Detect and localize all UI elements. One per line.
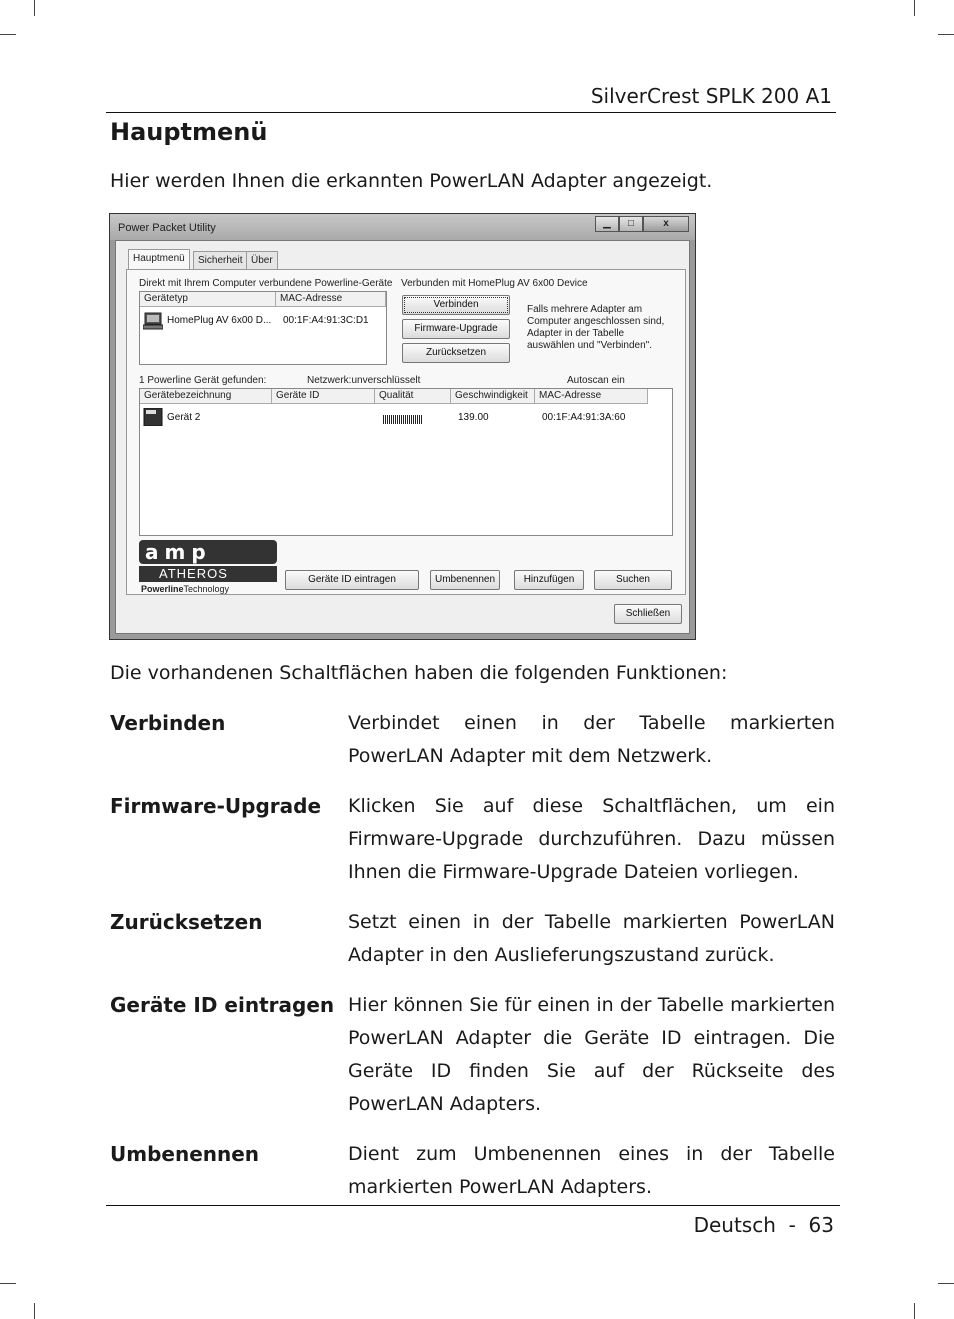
table-row[interactable] — [140, 310, 386, 332]
functions-intro: Die vorhandenen Schaltflächen haben die folgenden Funktionen: — [110, 662, 728, 684]
column-header-geraetebezeichnung[interactable]: Gerätebezeichnung — [140, 389, 272, 404]
header-model: SilverCrest SPLK 200 A1 — [590, 84, 832, 108]
desc-zuruecksetzen: Setzt einen in der Tabelle markierten PowerLAN Adapter in den Auslieferungszustand zurück. — [348, 911, 835, 966]
connected-device-label: Verbunden mit HomePlug AV 6x00 Device — [401, 278, 588, 289]
minimize-button[interactable]: ▁ — [595, 216, 619, 232]
crop-mark — [938, 1283, 954, 1284]
atheros-logo-text: ATHEROS — [139, 566, 277, 582]
crop-mark — [938, 34, 954, 35]
autoscan-status: Autoscan ein — [567, 375, 625, 386]
crop-mark — [0, 1283, 16, 1284]
window-title: Power Packet Utility — [118, 222, 216, 234]
page-title: Hauptmenü — [110, 118, 268, 146]
column-header-qualitaet[interactable]: Qualität — [375, 389, 451, 404]
column-header-geraetetyp[interactable]: Gerätetyp — [140, 292, 276, 307]
app-window-screenshot — [109, 213, 696, 640]
local-devices-label: Direkt mit Ihrem Computer verbundene Powerline-Geräte — [139, 278, 393, 289]
quality-bar — [383, 415, 423, 424]
remote-device-speed: 139.00 — [458, 412, 489, 423]
column-header-mac[interactable]: MAC-Adresse — [535, 389, 648, 404]
devices-found-status: 1 Powerline Gerät gefunden: — [139, 375, 267, 386]
local-devices-list[interactable] — [139, 291, 387, 365]
close-window-button[interactable]: x — [643, 216, 689, 232]
footer-rule — [106, 1205, 840, 1206]
atheros-logo — [139, 540, 279, 596]
header-rule — [106, 112, 836, 113]
window-titlebar — [110, 214, 695, 240]
remote-device-mac: 00:1F:A4:91:3A:60 — [542, 412, 626, 423]
hint-line: Computer angeschlossen sind, — [527, 316, 665, 327]
firmware-upgrade-button[interactable]: Firmware-Upgrade — [402, 319, 510, 339]
connect-button[interactable]: Verbinden — [402, 295, 510, 315]
desc-firmware-upgrade: Klicken Sie auf diese Schaltflächen, um ein Firmware-Upgrade durchzuführen. Dazu müssen Ihnen die Firmware-Upgrade Dateien vorliegen. — [348, 795, 835, 883]
remote-devices-table[interactable] — [139, 388, 673, 536]
crop-mark — [34, 1303, 35, 1319]
term-umbenennen: Umbenennen — [110, 1142, 260, 1166]
network-status: Netzwerk:unverschlüsselt — [307, 375, 421, 386]
add-button[interactable]: Hinzufügen — [514, 570, 584, 590]
hint-line: Falls mehrere Adapter am — [527, 304, 643, 315]
intro-text: Hier werden Ihnen die erkannten PowerLAN Adapter angezeigt. — [110, 170, 713, 192]
computer-icon — [143, 312, 163, 330]
window-client — [115, 240, 690, 634]
term-firmware-upgrade: Firmware-Upgrade — [110, 794, 322, 818]
powerline-device-icon — [143, 408, 163, 426]
enter-device-id-button[interactable]: Geräte ID eintragen — [285, 570, 419, 590]
local-device-type: HomePlug AV 6x00 D... — [167, 315, 272, 326]
term-geraete-id-eintragen: Geräte ID eintragen — [110, 993, 335, 1017]
desc-verbinden: Verbindet einen in der Tabelle markierten PowerLAN Adapter mit dem Netzwerk. — [348, 712, 835, 767]
close-button[interactable]: Schließen — [614, 604, 682, 624]
desc-geraete-id-eintragen: Hier können Sie für einen in der Tabelle markierten PowerLAN Adapter die Geräte ID eintragen. Die Geräte ID finden Sie auf der Rückseite des PowerLAN Adapters. — [348, 994, 835, 1115]
amp-logo-text: amp — [139, 540, 277, 564]
tab-sicherheit[interactable]: Sicherheit — [193, 251, 247, 269]
search-button[interactable]: Suchen — [594, 570, 672, 590]
crop-mark — [0, 34, 16, 35]
tab-panel — [126, 269, 686, 595]
maximize-button[interactable]: □ — [619, 216, 643, 232]
crop-mark — [914, 0, 915, 16]
column-header-geschwindigkeit[interactable]: Geschwindigkeit — [451, 389, 535, 404]
table-row[interactable] — [140, 407, 672, 429]
hint-line: auswählen und "Verbinden". — [527, 340, 652, 351]
column-header-geraete-id[interactable]: Geräte ID — [272, 389, 375, 404]
local-device-mac: 00:1F:A4:91:3C:D1 — [283, 315, 369, 326]
column-header-mac[interactable]: MAC-Adresse — [276, 292, 386, 307]
powerline-technology-text: PowerlineTechnology — [141, 584, 230, 594]
crop-mark — [34, 0, 35, 16]
footer-page-number: Deutsch - 63 — [693, 1213, 834, 1237]
term-verbinden: Verbinden — [110, 711, 226, 735]
reset-button[interactable]: Zurücksetzen — [402, 343, 510, 363]
tab-hauptmenu[interactable]: Hauptmenü — [128, 249, 190, 270]
crop-mark — [914, 1303, 915, 1319]
rename-button[interactable]: Umbenennen — [430, 570, 500, 590]
term-zuruecksetzen: Zurücksetzen — [110, 910, 263, 934]
hint-line: Adapter in der Tabelle — [527, 328, 625, 339]
tab-ueber[interactable]: Über — [246, 251, 278, 269]
desc-umbenennen: Dient zum Umbenennen eines in der Tabelle markierten PowerLAN Adapters. — [348, 1143, 835, 1198]
remote-device-name: Gerät 2 — [167, 412, 201, 423]
